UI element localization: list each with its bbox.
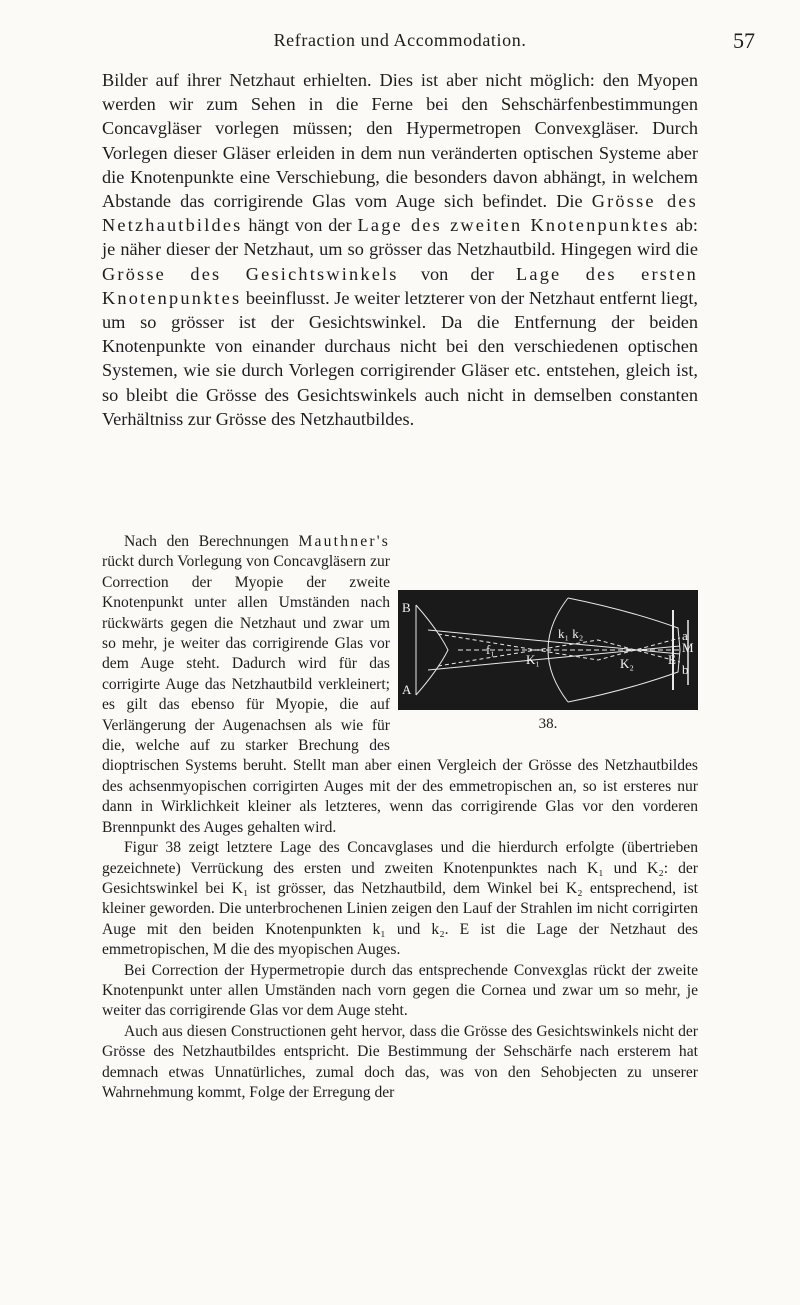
paragraph-5: Auch aus diesen Constructionen geht hervor, dass die Grösse des Gesichtswinkels nicht der Grösse des Netzhautbildes entspricht. Die Bestimmung der Sehschärfe nach ersterem hat demnach etwas Unnatürliches, zumal doch das, was von den Sehobjecten zu unserer Wahrnehmung kommt, Folge der Erregung der [102,1022,698,1101]
paragraph-2: Nach den Berechnungen Mauthner's rückt durch Vorlegung von Concavgläsern zur Correction der Myopie der zweite Knotenpunkt unter allen Umständen nach rückwärts gegen die Netzhaut und zwar um so mehr, je weiter das corrigirende Glas vor dem Auge steht. Dadurch wird für das corrigirte Auge das Netzhautbild verkleinert; es gilt das ebenso für Myopie, die auf Verlängerung der Augenachsen als wie für die, welche auf zu starker Brechung des dioptrischen Systems beruht. Stellt man aber einen Vergleich der Grösse des Netzhautbildes des achsenmyopischen corrigirten Auges mit der des emmetropischen an, so ist ersteres nur dann in Wirklichkeit kleiner als letzteres, wenn das corrigirende Glas vor den vorderen Brennpunkt des Auges gehalten wird. [102,533,698,836]
figure-image [398,590,698,710]
label-k1k2: k₁ k₂ [558,626,584,641]
label-f1: f₁ [486,642,495,657]
paragraph-3: Figur 38 zeigt letztere Lage des Concavglases und die hierdurch erfolgte (übertrieben gezeichnete) Verrückung des ersten und zweiten Knotenpunktes nach K₁ und K₂: der Gesichtswinkel bei K₁ ist grösser, das Netzhautbild, dem Winkel bei K₂ entsprechend, ist kleiner geworden. Die unterbrochenen Linien zeigen den Lauf der Strahlen im nicht corrigirten Auge mit den beiden Knotenpunkten k₁ und k₂. E ist die Lage der Netzhaut des emmetropischen, M die des myopischen Auges. [102,839,698,959]
figure-38 [398,590,698,733]
label-A: A [402,682,412,697]
paragraph-4: Bei Correction der Hypermetropie durch das entsprechende Convexglas rückt der zweite Knotenpunkt unter allen Umständen nach vorn gegen die Cornea und zwar um so mehr, je weiter das corrigirende Glas vor dem Auge steht. [102,961,698,1020]
label-E: E [668,652,676,667]
page-header [0,28,800,58]
running-head: Refraction und Accommodation. [273,30,527,50]
label-K2: K₂ [620,656,634,671]
body-text-large [102,68,698,431]
lens-diagram [398,590,698,710]
label-b: b [682,662,689,677]
label-B: B [402,600,411,615]
label-M: M [682,640,694,655]
figure-caption: 38. [538,716,558,732]
body-text-small [102,532,698,1103]
label-a: a [682,628,688,643]
page-number: 57 [733,28,755,53]
paragraph-1: Bilder auf ihrer Netzhaut erhielten. Dies ist aber nicht möglich: den Myopen werden wir zum Sehen in die Ferne bei den Sehschärfenbestimmungen Concavgläser vorlegen müssen; den Hypermetropen Convexgläser. Durch Vorlegen dieser Gläser erleiden in dem nun veränderten optischen Systeme aber die Knotenpunkte eine Verschiebung, die besonders davon abhängt, in welchem Abstande das corrigirende Glas vom Auge sich befindet. Die Grösse des Netzhautbildes hängt von der Lage des zweiten Knotenpunktes ab: je näher dieser der Netzhaut, um so grösser das Netzhautbild. Hingegen wird die Grösse des Gesichtswinkels von der Lage des ersten Knotenpunktes beeinflusst. Je weiter letzterer von der Netzhaut entfernt liegt, um so grösser ist der Gesichtswinkel. Da die Entfernung der beiden Knotenpunkte von einander durchaus nicht bei den verschiedenen optischen Systemen, wie sie durch Vorlegen corrigirender Gläser etc. entstehen, gleich ist, so bleibt die Grösse des Gesichtswinkels auch nicht in demselben constanten Verhältniss zur Grösse des Netzhautbildes. [102,70,698,429]
label-K1: K₁ [526,652,540,667]
